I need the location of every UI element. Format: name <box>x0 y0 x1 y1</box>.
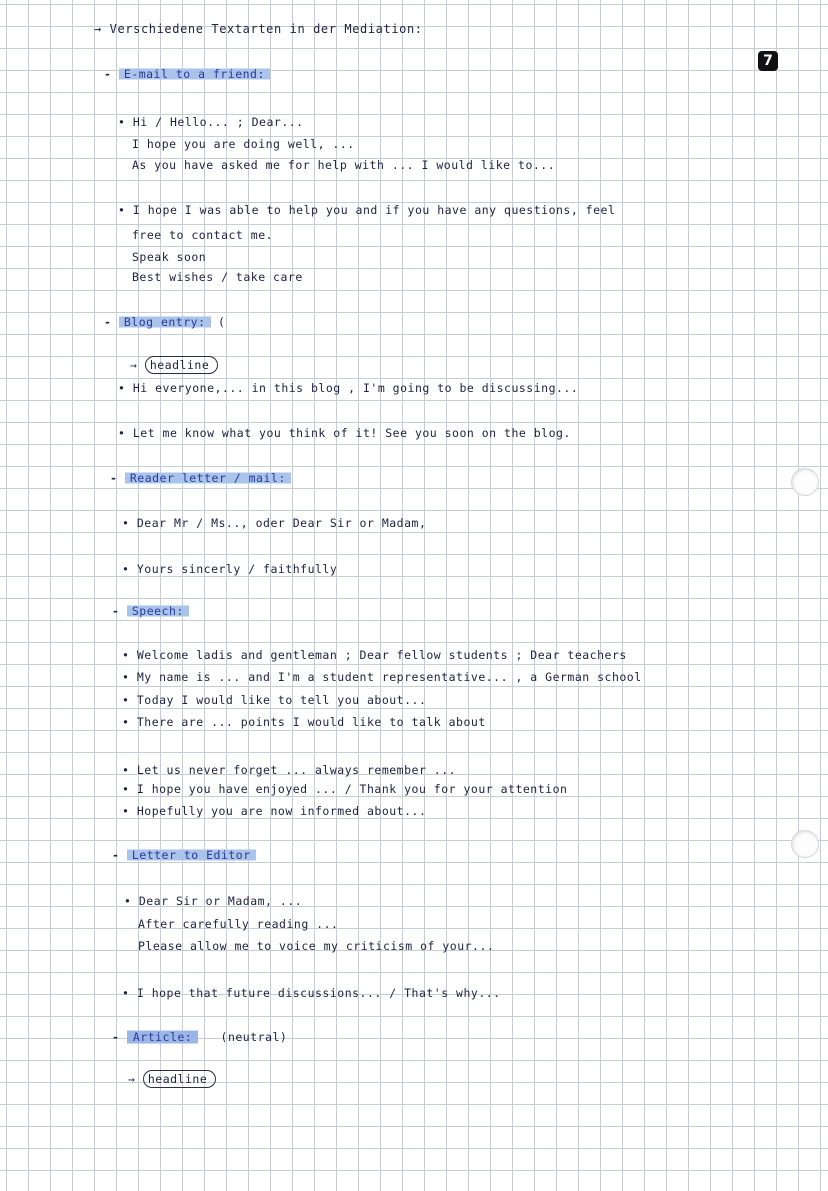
email-line-2: I hope you are doing well, ... <box>132 137 355 151</box>
blog-headline-marker: → headline <box>130 358 218 372</box>
email-line-3: As you have asked me for help with ... I would like to... <box>132 158 556 172</box>
editor-line-2: After carefully reading ... <box>138 917 339 931</box>
section-heading-letter-editor: - Letter to Editor <box>112 848 256 862</box>
speech-line-1: • Welcome ladis and gentleman ; Dear fellow students ; Dear teachers <box>122 648 627 662</box>
section-heading-article: - Article: (neutral) <box>112 1030 288 1044</box>
speech-line-7: • Hopefully you are now informed about... <box>122 804 427 818</box>
speech-line-5: • Let us never forget ... always remember ... <box>122 763 457 777</box>
editor-line-3: Please allow me to voice my criticism of your... <box>138 939 495 953</box>
section-heading-blog: - Blog entry: ( <box>104 315 226 329</box>
email-line-1: • Hi / Hello... ; Dear... <box>118 115 304 129</box>
binder-hole-bottom <box>791 830 819 858</box>
section-heading-speech: - Speech: <box>112 604 189 618</box>
speech-line-3: • Today I would like to tell you about... <box>122 693 427 707</box>
speech-line-6: • I hope you have enjoyed ... / Thank you for your attention <box>122 782 568 796</box>
page-title: → Verschiedene Textarten in der Mediation: <box>94 22 423 36</box>
blog-line-1: • Hi everyone,... in this blog , I'm going to be discussing... <box>118 381 579 395</box>
article-headline-label: headline <box>143 1070 216 1088</box>
editor-line-4: • I hope that future discussions... / That's why... <box>122 986 501 1000</box>
speech-line-2: • My name is ... and I'm a student representative... , a German school <box>122 670 642 684</box>
email-line-6: Speak soon <box>132 250 207 264</box>
binder-hole-top <box>791 468 819 496</box>
email-line-7: Best wishes / take care <box>132 270 303 284</box>
page-number-badge: 7 <box>758 51 778 71</box>
editor-line-1: • Dear Sir or Madam, ... <box>124 894 303 908</box>
email-line-4: • I hope I was able to help you and if you have any questions, feel <box>118 203 616 217</box>
email-line-5: free to contact me. <box>132 228 274 242</box>
article-headline-marker: → headline <box>128 1072 216 1086</box>
section-heading-reader-letter: - Reader letter / mail: <box>110 471 291 485</box>
reader-line-1: • Dear Mr / Ms.., oder Dear Sir or Madam, <box>122 516 427 530</box>
blog-headline-label: headline <box>145 356 218 374</box>
blog-line-2: • Let me know what you think of it! See you soon on the blog. <box>118 426 571 440</box>
reader-line-2: • Yours sincerly / faithfully <box>122 562 338 576</box>
section-heading-email: - E-mail to a friend: <box>104 67 270 81</box>
speech-line-4: • There are ... points I would like to talk about <box>122 715 486 729</box>
